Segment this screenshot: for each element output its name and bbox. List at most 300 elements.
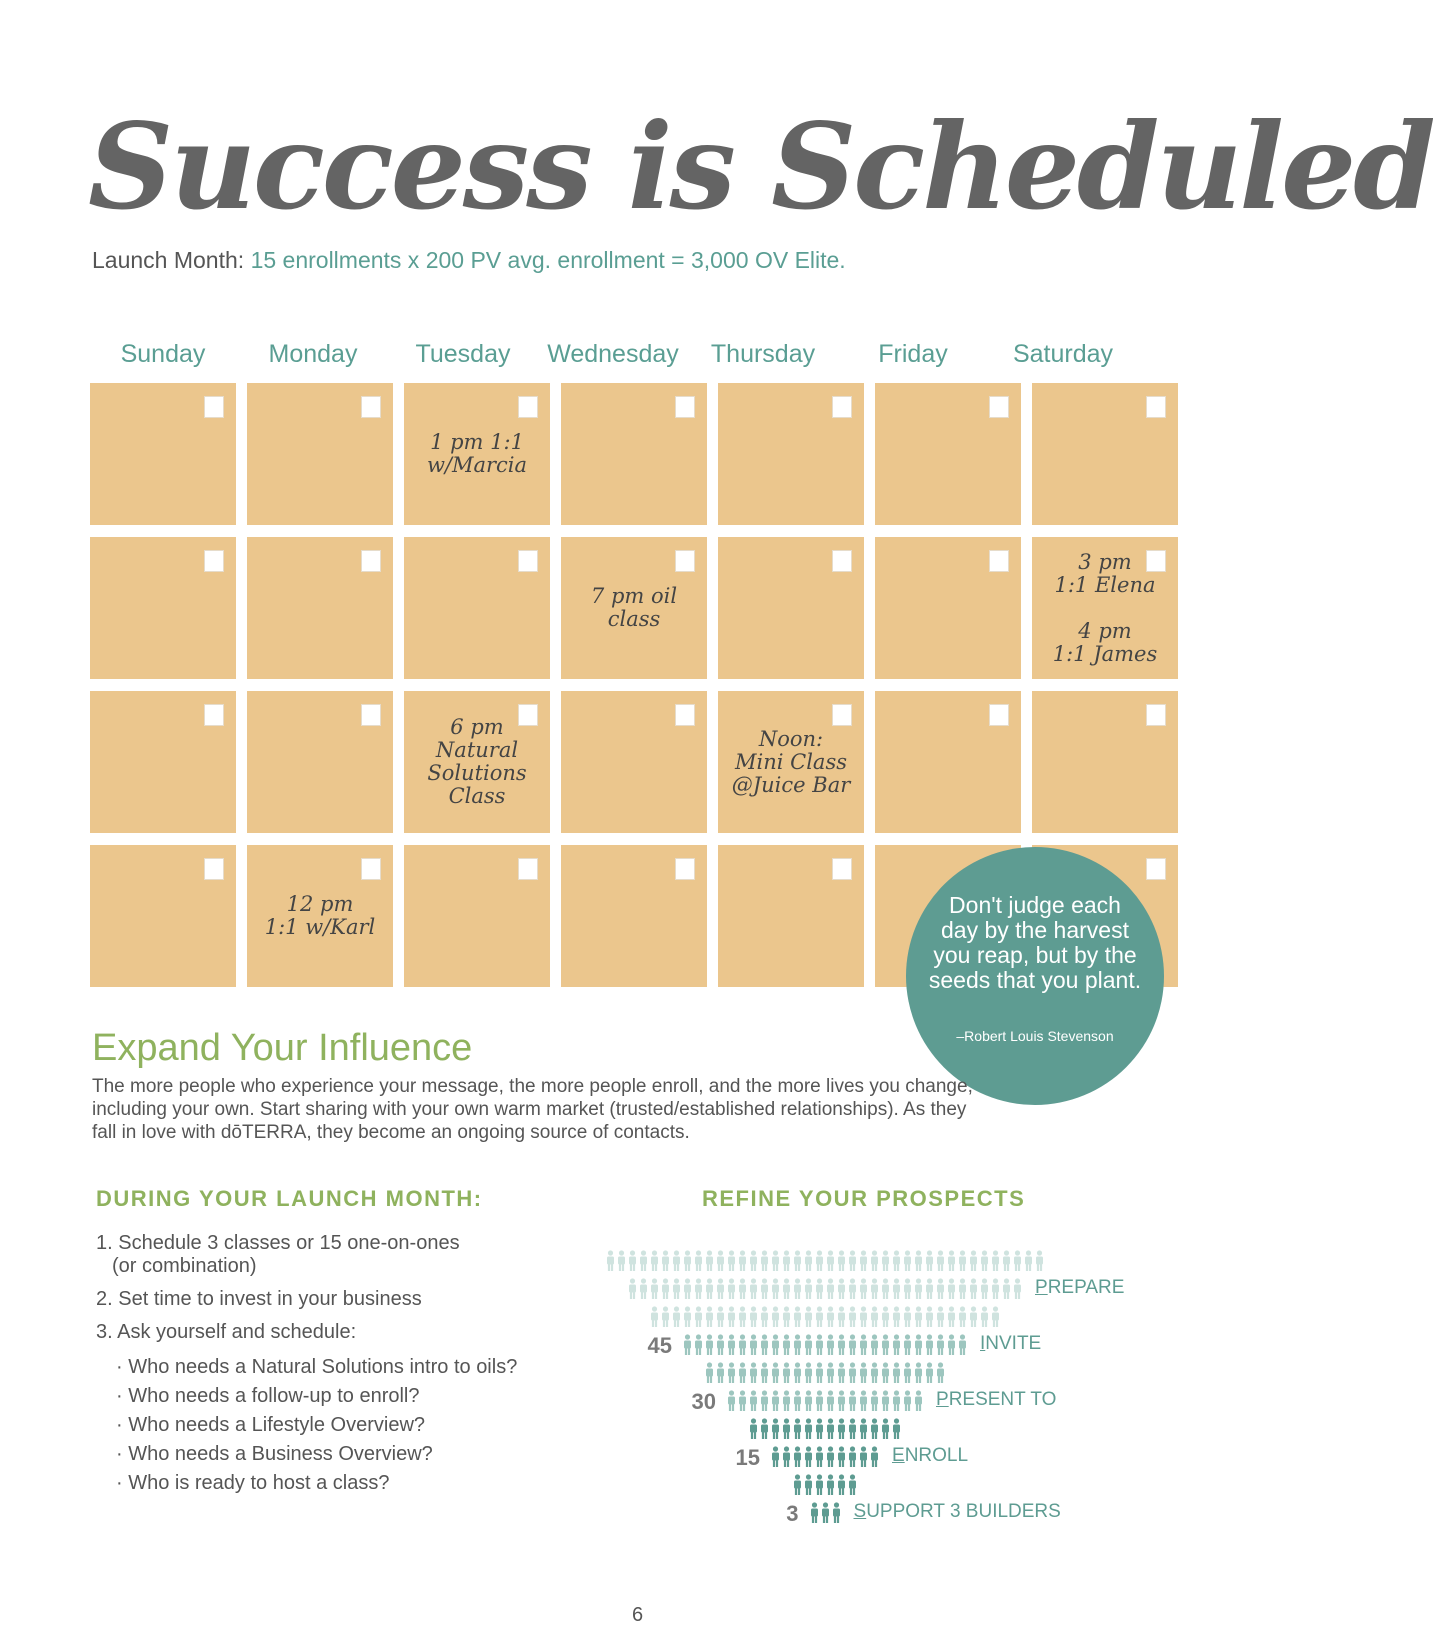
person-icon — [770, 1418, 781, 1440]
calendar-cell-week3-tuesday[interactable] — [404, 691, 550, 833]
day-label-friday: Friday — [878, 340, 948, 368]
person-icon — [814, 1390, 825, 1412]
prospect-people-row — [809, 1502, 842, 1526]
day-label-sunday: Sunday — [120, 340, 206, 368]
person-icon — [748, 1306, 759, 1328]
person-icon — [616, 1250, 627, 1272]
person-icon — [693, 1306, 704, 1328]
calendar-cell-week3-sunday[interactable] — [90, 691, 236, 833]
person-icon — [902, 1306, 913, 1328]
day-label-monday: Monday — [268, 340, 358, 368]
funnel-stage-label — [936, 1389, 1056, 1411]
calendar-cell-week2-sunday[interactable] — [90, 537, 236, 679]
calendar-cell-week1-wednesday[interactable] — [561, 383, 707, 525]
calendar-cell-week2-friday[interactable] — [875, 537, 1021, 679]
person-icon — [913, 1278, 924, 1300]
person-icon — [913, 1250, 924, 1272]
person-icon — [759, 1306, 770, 1328]
launch-month-summary — [92, 247, 846, 274]
person-icon — [825, 1446, 836, 1468]
person-icon — [726, 1362, 737, 1384]
person-icon — [968, 1306, 979, 1328]
list-bullet-item: · Who needs a Lifestyle Overview? — [116, 1414, 426, 1436]
person-icon — [781, 1334, 792, 1356]
person-icon — [913, 1362, 924, 1384]
person-icon — [726, 1390, 737, 1412]
bullet-text: Who is ready to host a class? — [128, 1472, 390, 1494]
person-icon — [869, 1250, 880, 1272]
stage-initial: P — [1035, 1277, 1048, 1298]
person-icon — [803, 1418, 814, 1440]
person-icon — [814, 1418, 825, 1440]
person-icon — [891, 1362, 902, 1384]
person-icon — [924, 1306, 935, 1328]
person-icon — [869, 1446, 880, 1468]
person-icon — [858, 1390, 869, 1412]
person-icon — [836, 1250, 847, 1272]
person-icon — [935, 1334, 946, 1356]
person-icon — [770, 1446, 781, 1468]
person-icon — [869, 1390, 880, 1412]
person-icon — [792, 1362, 803, 1384]
person-icon — [935, 1306, 946, 1328]
calendar-cell-week3-monday[interactable] — [247, 691, 393, 833]
person-icon — [748, 1418, 759, 1440]
stage-rest: RESENT TO — [948, 1389, 1057, 1410]
person-icon — [924, 1278, 935, 1300]
person-icon — [1001, 1250, 1012, 1272]
person-icon — [803, 1446, 814, 1468]
person-icon — [880, 1334, 891, 1356]
person-icon — [726, 1250, 737, 1272]
person-icon — [814, 1446, 825, 1468]
prospect-people-row — [748, 1418, 902, 1442]
prospect-people-row — [627, 1278, 1023, 1302]
day-label-saturday: Saturday — [1012, 340, 1114, 368]
calendar-cell-week2-monday[interactable] — [247, 537, 393, 679]
calendar-cell-week1-monday[interactable] — [247, 383, 393, 525]
person-icon — [770, 1362, 781, 1384]
calendar-cell-week1-tuesday[interactable] — [404, 383, 550, 525]
calendar-cell-week4-thursday[interactable] — [718, 845, 864, 987]
person-icon — [1012, 1250, 1023, 1272]
person-icon — [682, 1278, 693, 1300]
person-icon — [770, 1278, 781, 1300]
person-icon — [671, 1250, 682, 1272]
person-icon — [946, 1306, 957, 1328]
person-icon — [715, 1334, 726, 1356]
calendar-cell-week4-monday[interactable] — [247, 845, 393, 987]
person-icon — [847, 1278, 858, 1300]
person-icon — [847, 1334, 858, 1356]
person-icon — [792, 1474, 803, 1496]
person-icon — [715, 1250, 726, 1272]
person-icon — [682, 1250, 693, 1272]
person-icon — [627, 1278, 638, 1300]
person-icon — [792, 1278, 803, 1300]
person-icon — [770, 1250, 781, 1272]
person-icon — [726, 1306, 737, 1328]
person-icon — [748, 1334, 759, 1356]
person-icon — [825, 1418, 836, 1440]
calendar-note: Noon: Mini Class @Juice Bar — [731, 726, 851, 797]
stage-initial: S — [853, 1501, 867, 1522]
person-icon — [990, 1250, 1001, 1272]
person-icon — [979, 1278, 990, 1300]
person-icon — [781, 1446, 792, 1468]
funnel-count: 15 — [735, 1445, 760, 1470]
person-icon — [704, 1306, 715, 1328]
person-icon — [891, 1418, 902, 1440]
person-icon — [748, 1250, 759, 1272]
person-icon — [792, 1250, 803, 1272]
person-icon — [847, 1474, 858, 1496]
stage-initial: P — [936, 1389, 949, 1410]
person-icon — [770, 1306, 781, 1328]
person-icon — [759, 1390, 770, 1412]
person-icon — [814, 1306, 825, 1328]
calendar-cell-week1-thursday[interactable] — [718, 383, 864, 525]
calendar-cell-week4-tuesday[interactable] — [404, 845, 550, 987]
day-checkbox[interactable] — [832, 858, 852, 880]
person-icon — [693, 1334, 704, 1356]
funnel-stage-label — [980, 1333, 1041, 1355]
person-icon — [957, 1278, 968, 1300]
person-icon — [803, 1250, 814, 1272]
person-icon — [759, 1278, 770, 1300]
person-icon — [781, 1278, 792, 1300]
list-item: 1. Schedule 3 classes or 15 one-on-ones — [96, 1232, 460, 1254]
person-icon — [715, 1306, 726, 1328]
person-icon — [737, 1250, 748, 1272]
person-icon — [836, 1306, 847, 1328]
person-icon — [781, 1306, 792, 1328]
person-icon — [660, 1278, 671, 1300]
person-icon — [1034, 1250, 1045, 1272]
calendar-cell-week3-saturday[interactable] — [1032, 691, 1178, 833]
person-icon — [858, 1446, 869, 1468]
person-icon — [825, 1250, 836, 1272]
day-checkbox[interactable] — [675, 858, 695, 880]
person-icon — [737, 1278, 748, 1300]
funnel-stage-label — [892, 1445, 968, 1467]
person-icon — [935, 1362, 946, 1384]
person-icon — [902, 1334, 913, 1356]
person-icon — [913, 1306, 924, 1328]
person-icon — [726, 1278, 737, 1300]
person-icon — [858, 1306, 869, 1328]
expand-body: The more people who experience your message, the more people enroll, and the more lives you change, including your own. Start sharing with your own warm market (trusted/established relationships). As they fall in love with dōTERRA, they become an ongoing source of contacts. — [92, 1076, 973, 1143]
person-icon — [858, 1250, 869, 1272]
day-checkbox[interactable] — [204, 858, 224, 880]
day-checkbox[interactable] — [989, 704, 1009, 726]
person-icon — [858, 1334, 869, 1356]
person-icon — [605, 1250, 616, 1272]
person-icon — [1012, 1278, 1023, 1300]
day-checkbox[interactable] — [989, 396, 1009, 418]
bullet-text: Who needs a Lifestyle Overview? — [128, 1414, 426, 1436]
prospect-funnel — [600, 1250, 1250, 1550]
page-title: Success is Scheduled — [88, 97, 1433, 236]
person-icon — [792, 1390, 803, 1412]
person-icon — [820, 1502, 831, 1524]
day-checkbox[interactable] — [361, 396, 381, 418]
quote-author: –Robert Louis Stevenson — [956, 1028, 1114, 1044]
person-icon — [814, 1334, 825, 1356]
launch-month-heading: DURING YOUR LAUNCH MONTH: — [96, 1186, 483, 1211]
day-checkbox[interactable] — [1146, 704, 1166, 726]
person-icon — [858, 1418, 869, 1440]
person-icon — [902, 1362, 913, 1384]
person-icon — [792, 1446, 803, 1468]
subtitle-detail: 15 enrollments x 200 PV avg. enrollment = 3,000 OV Elite. — [250, 247, 846, 273]
person-icon — [660, 1250, 671, 1272]
calendar-note: 7 pm oil class — [590, 584, 678, 631]
calendar-cell-week2-wednesday[interactable] — [561, 537, 707, 679]
day-checkbox[interactable] — [204, 550, 224, 572]
list-item: 2. Set time to invest in your business — [96, 1288, 422, 1310]
day-checkbox[interactable] — [1146, 858, 1166, 880]
person-icon — [979, 1250, 990, 1272]
day-checkbox[interactable] — [518, 550, 538, 572]
calendar-cell-week1-friday[interactable] — [875, 383, 1021, 525]
person-icon — [825, 1362, 836, 1384]
calendar-note: 12 pm 1:1 w/Karl — [264, 892, 376, 939]
person-icon — [809, 1502, 820, 1524]
funnel-count: 30 — [691, 1389, 716, 1414]
person-icon — [792, 1334, 803, 1356]
calendar-cell-week2-tuesday[interactable] — [404, 537, 550, 679]
person-icon — [913, 1334, 924, 1356]
person-icon — [990, 1306, 1001, 1328]
person-icon — [792, 1306, 803, 1328]
day-checkbox[interactable] — [832, 704, 852, 726]
prospect-people-row — [792, 1474, 858, 1498]
person-icon — [858, 1362, 869, 1384]
person-icon — [638, 1250, 649, 1272]
person-icon — [913, 1390, 924, 1412]
person-icon — [869, 1418, 880, 1440]
person-icon — [825, 1278, 836, 1300]
person-icon — [704, 1250, 715, 1272]
person-icon — [869, 1334, 880, 1356]
person-icon — [770, 1390, 781, 1412]
person-icon — [748, 1278, 759, 1300]
day-checkbox[interactable] — [675, 396, 695, 418]
person-icon — [803, 1334, 814, 1356]
person-icon — [682, 1306, 693, 1328]
person-icon — [946, 1250, 957, 1272]
prospects-heading: REFINE YOUR PROSPECTS — [702, 1186, 1026, 1211]
prospect-people-row — [704, 1362, 946, 1386]
person-icon — [836, 1278, 847, 1300]
person-icon — [792, 1418, 803, 1440]
day-label-thursday: Thursday — [710, 340, 816, 368]
stage-rest: NROLL — [904, 1445, 969, 1466]
person-icon — [726, 1334, 737, 1356]
person-icon — [847, 1390, 858, 1412]
person-icon — [946, 1278, 957, 1300]
day-checkbox[interactable] — [204, 396, 224, 418]
person-icon — [671, 1278, 682, 1300]
list-item: (or combination) — [112, 1255, 257, 1277]
person-icon — [825, 1334, 836, 1356]
person-icon — [990, 1278, 1001, 1300]
person-icon — [814, 1362, 825, 1384]
person-icon — [924, 1334, 935, 1356]
person-icon — [803, 1278, 814, 1300]
expand-heading: Expand Your Influence — [92, 1027, 473, 1069]
person-icon — [836, 1334, 847, 1356]
person-icon — [902, 1390, 913, 1412]
prospect-people-row — [682, 1334, 968, 1358]
calendar-cell-week3-wednesday[interactable] — [561, 691, 707, 833]
list-bullet-item: · Who needs a Natural Solutions intro to oils? — [116, 1356, 518, 1378]
person-icon — [869, 1278, 880, 1300]
day-checkbox[interactable] — [361, 858, 381, 880]
person-icon — [836, 1474, 847, 1496]
list-bullet-item: · Who is ready to host a class? — [116, 1472, 390, 1494]
calendar-cell-week3-thursday[interactable] — [718, 691, 864, 833]
day-checkbox[interactable] — [518, 396, 538, 418]
funnel-count: 3 — [786, 1501, 799, 1526]
day-checkbox[interactable] — [1146, 396, 1166, 418]
calendar-note: 6 pm Natural Solutions Class — [427, 715, 527, 808]
day-checkbox[interactable] — [989, 550, 1009, 572]
day-checkbox[interactable] — [518, 858, 538, 880]
person-icon — [781, 1418, 792, 1440]
person-icon — [1001, 1278, 1012, 1300]
person-icon — [693, 1278, 704, 1300]
person-icon — [759, 1250, 770, 1272]
person-icon — [1023, 1250, 1034, 1272]
prospect-people-row — [726, 1390, 924, 1414]
person-icon — [770, 1334, 781, 1356]
day-checkbox[interactable] — [361, 704, 381, 726]
person-icon — [660, 1306, 671, 1328]
day-checkbox[interactable] — [675, 550, 695, 572]
bullet-text: Who needs a follow-up to enroll? — [128, 1385, 420, 1407]
person-icon — [682, 1334, 693, 1356]
quote-circle — [906, 847, 1164, 1105]
person-icon — [880, 1390, 891, 1412]
person-icon — [825, 1390, 836, 1412]
person-icon — [847, 1362, 858, 1384]
person-icon — [759, 1334, 770, 1356]
person-icon — [759, 1362, 770, 1384]
page-number: 6 — [631, 1604, 644, 1626]
calendar-cell-week2-thursday[interactable] — [718, 537, 864, 679]
day-checkbox[interactable] — [832, 396, 852, 418]
day-checkbox[interactable] — [832, 550, 852, 572]
prospect-people-row — [605, 1250, 1045, 1274]
person-icon — [880, 1362, 891, 1384]
calendar-note: 3 pm 1:1 Elena 4 pm 1:1 James — [1052, 549, 1158, 666]
person-icon — [968, 1278, 979, 1300]
person-icon — [957, 1334, 968, 1356]
person-icon — [825, 1306, 836, 1328]
person-icon — [781, 1250, 792, 1272]
person-icon — [748, 1362, 759, 1384]
person-icon — [836, 1362, 847, 1384]
person-icon — [704, 1278, 715, 1300]
person-icon — [891, 1390, 902, 1412]
person-icon — [814, 1250, 825, 1272]
person-icon — [737, 1390, 748, 1412]
calendar-cell-week2-saturday[interactable] — [1032, 537, 1178, 679]
person-icon — [847, 1446, 858, 1468]
funnel-stage-label — [854, 1501, 1061, 1523]
list-bullet-item: · Who needs a follow-up to enroll? — [116, 1385, 420, 1407]
day-label-wednesday: Wednesday — [547, 340, 679, 368]
person-icon — [737, 1306, 748, 1328]
day-label-tuesday: Tuesday — [415, 340, 511, 368]
person-icon — [891, 1250, 902, 1272]
person-icon — [891, 1334, 902, 1356]
person-icon — [704, 1334, 715, 1356]
person-icon — [825, 1474, 836, 1496]
person-icon — [814, 1278, 825, 1300]
stage-rest: UPPORT 3 BUILDERS — [866, 1501, 1061, 1522]
stage-initial: I — [980, 1333, 986, 1354]
list-bullet-item: · Who needs a Business Overview? — [116, 1443, 433, 1465]
person-icon — [869, 1306, 880, 1328]
day-checkbox[interactable] — [204, 704, 224, 726]
person-icon — [935, 1250, 946, 1272]
calendar-cell-week1-sunday[interactable] — [90, 383, 236, 525]
weekday-header-row — [90, 340, 1188, 380]
quote-text: Don't judge each day by the harvest you reap, but by the seeds that you plant. — [928, 892, 1142, 993]
calendar-cell-week4-wednesday[interactable] — [561, 845, 707, 987]
stage-initial: E — [892, 1445, 905, 1466]
day-checkbox[interactable] — [361, 550, 381, 572]
person-icon — [803, 1362, 814, 1384]
person-icon — [627, 1250, 638, 1272]
person-icon — [847, 1250, 858, 1272]
person-icon — [737, 1334, 748, 1356]
calendar-cell-week3-friday[interactable] — [875, 691, 1021, 833]
person-icon — [957, 1250, 968, 1272]
person-icon — [935, 1278, 946, 1300]
person-icon — [704, 1362, 715, 1384]
calendar-cell-week4-sunday[interactable] — [90, 845, 236, 987]
calendar-cell-week1-saturday[interactable] — [1032, 383, 1178, 525]
person-icon — [748, 1390, 759, 1412]
prospect-people-row — [770, 1446, 880, 1470]
person-icon — [759, 1418, 770, 1440]
person-icon — [671, 1306, 682, 1328]
person-icon — [649, 1278, 660, 1300]
person-icon — [803, 1390, 814, 1412]
person-icon — [924, 1250, 935, 1272]
person-icon — [781, 1390, 792, 1412]
person-icon — [649, 1250, 660, 1272]
person-icon — [858, 1278, 869, 1300]
person-icon — [638, 1278, 649, 1300]
day-checkbox[interactable] — [675, 704, 695, 726]
bullet-text: Who needs a Business Overview? — [128, 1443, 433, 1465]
person-icon — [880, 1250, 891, 1272]
person-icon — [946, 1334, 957, 1356]
person-icon — [836, 1446, 847, 1468]
person-icon — [847, 1418, 858, 1440]
subtitle-prefix: Launch Month: — [92, 247, 245, 273]
person-icon — [869, 1362, 880, 1384]
person-icon — [924, 1362, 935, 1384]
person-icon — [968, 1250, 979, 1272]
person-icon — [836, 1418, 847, 1440]
person-icon — [979, 1306, 990, 1328]
